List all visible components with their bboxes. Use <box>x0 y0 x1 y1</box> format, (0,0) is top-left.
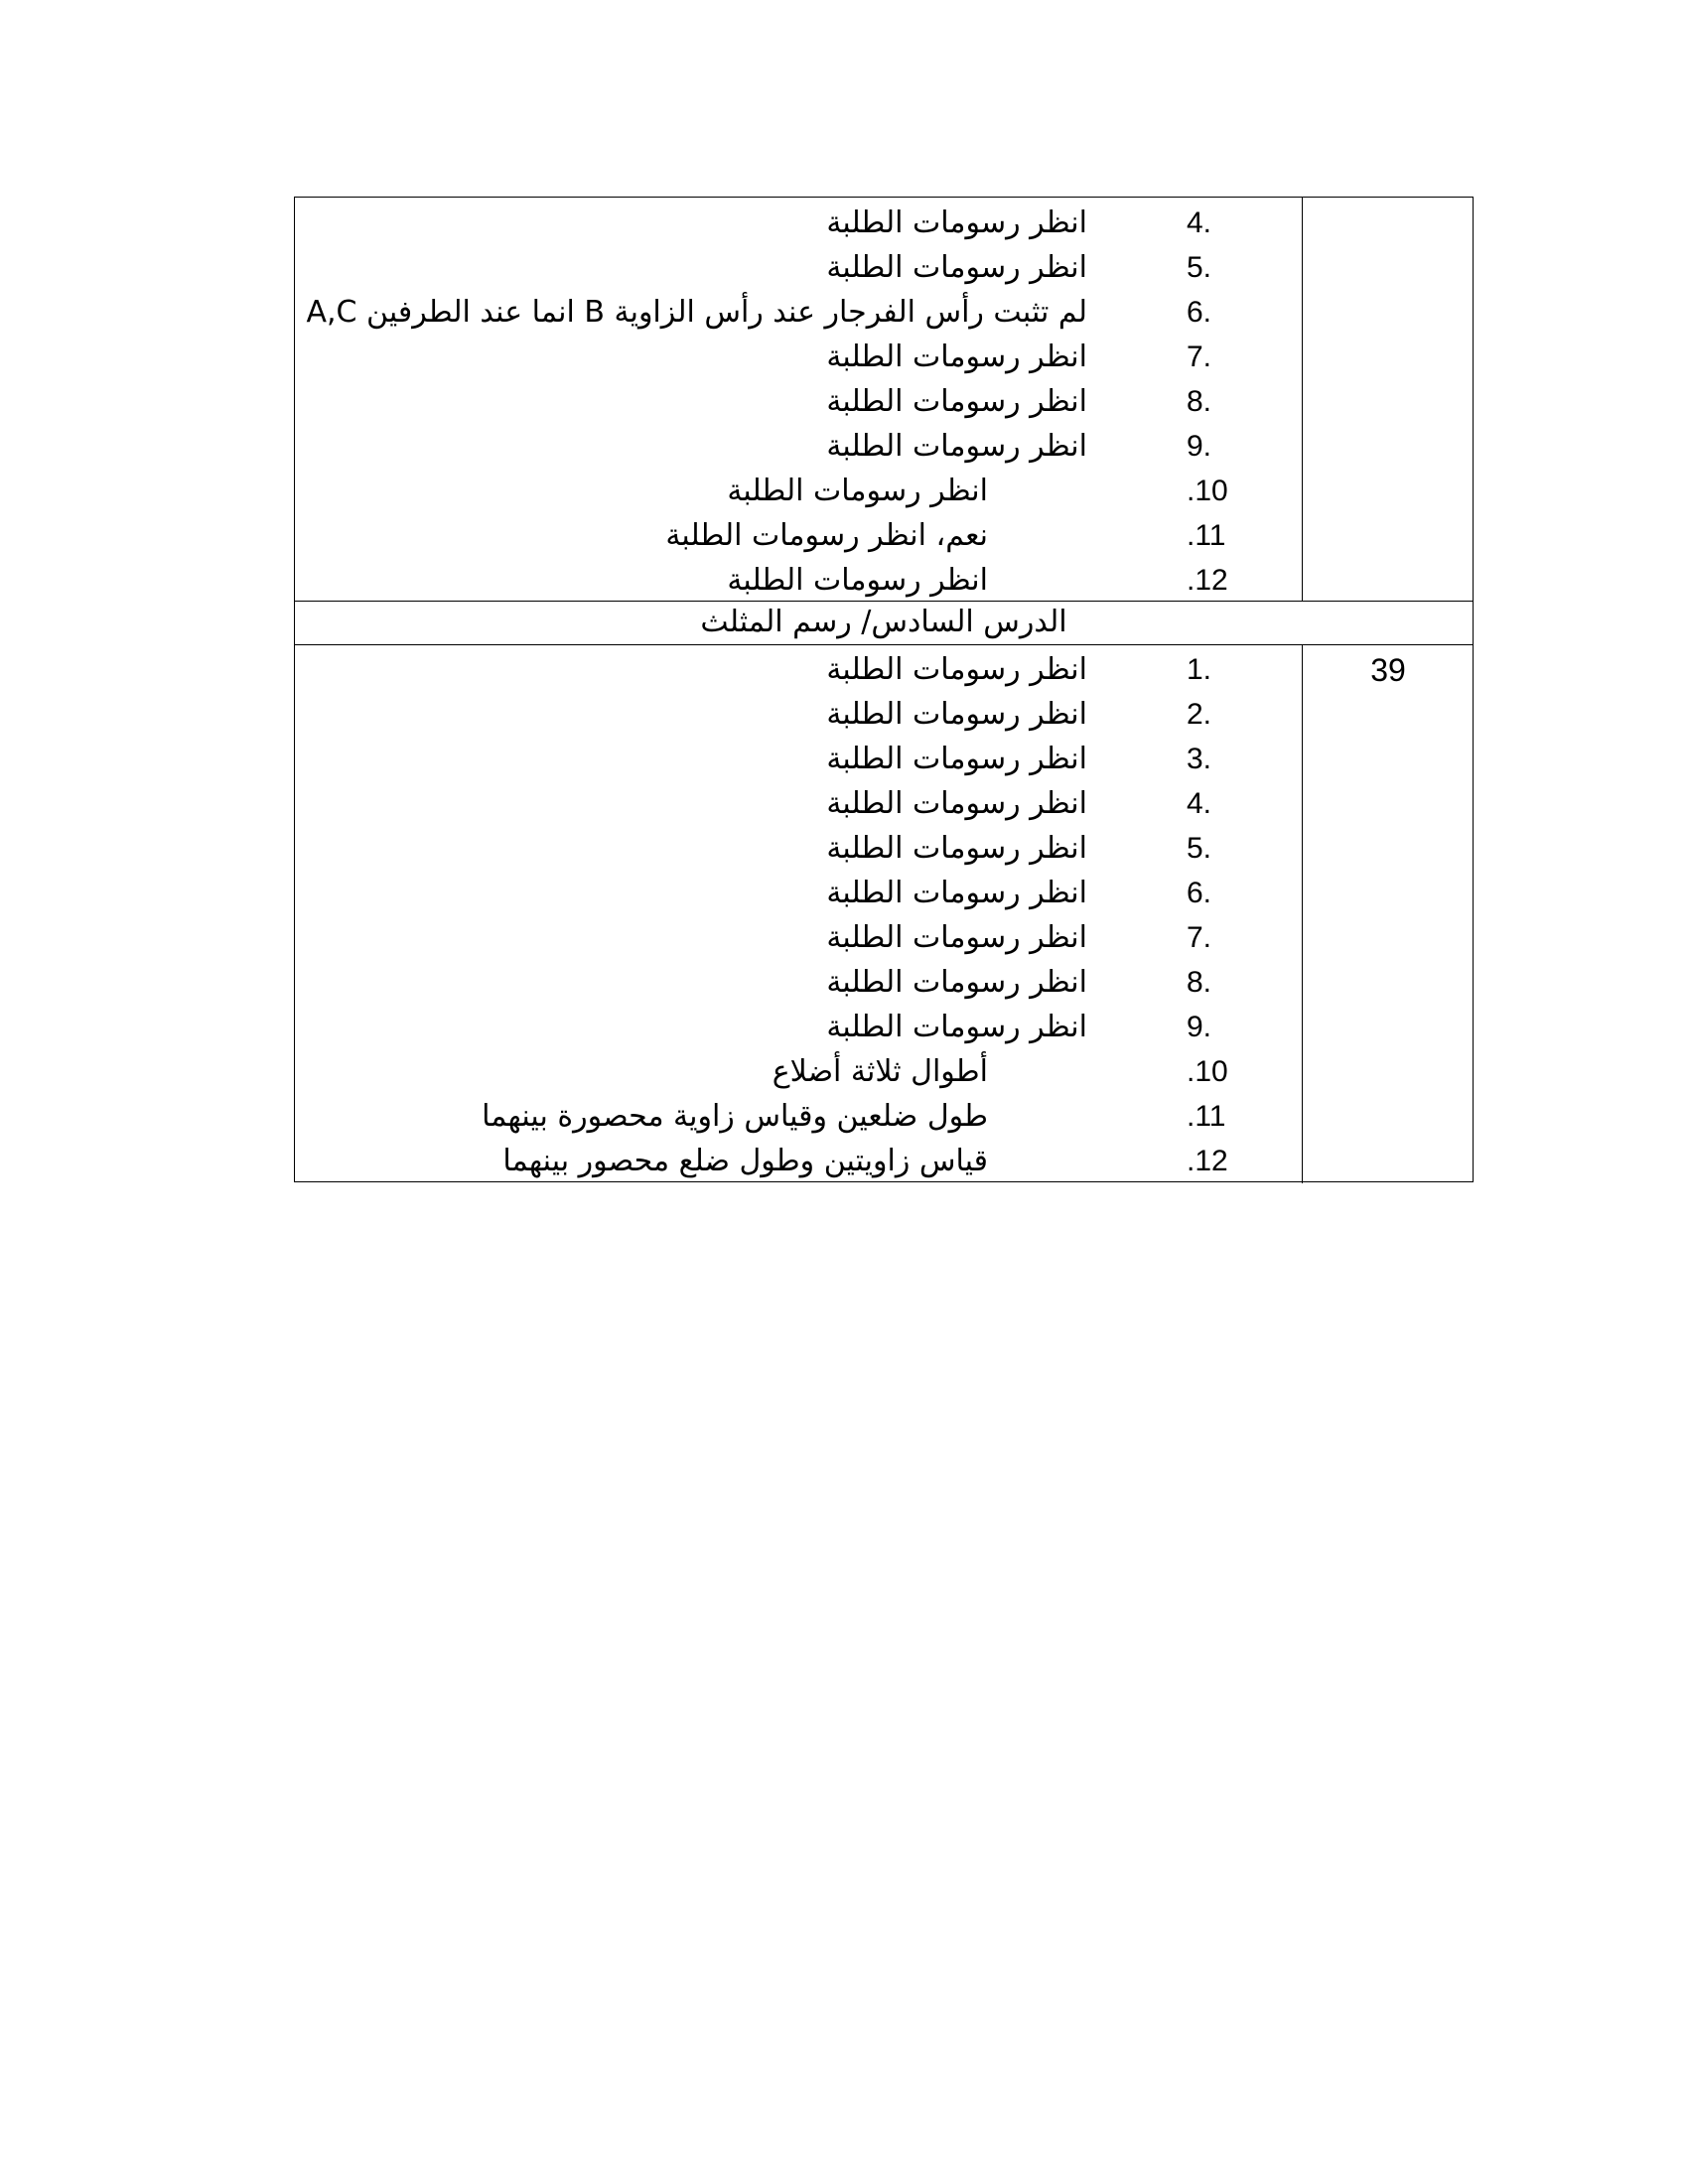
list-item <box>295 202 1302 245</box>
item-number: 2. <box>1187 698 1212 731</box>
item-number: .12 <box>1187 564 1228 597</box>
item-text: انظر رسومات الطلبة <box>826 429 1087 464</box>
item-text: انظر رسومات الطلبة <box>826 205 1087 240</box>
section-title: الدرس السادس/ رسم المثلث <box>700 605 1067 639</box>
item-number: 6. <box>1187 877 1212 909</box>
list-item <box>295 872 1302 915</box>
item-number: 8. <box>1187 966 1212 999</box>
list-item <box>295 470 1302 513</box>
list-item <box>295 1140 1302 1183</box>
item-number: .10 <box>1187 1055 1228 1088</box>
item-text: انظر رسومات الطلبة <box>826 965 1087 1000</box>
item-number: 4. <box>1187 206 1212 239</box>
item-number: 5. <box>1187 832 1212 865</box>
list-item <box>295 648 1302 692</box>
page-number: 39 <box>1370 652 1406 688</box>
item-number: .10 <box>1187 475 1228 507</box>
item-text: انظر رسومات الطلبة <box>826 250 1087 285</box>
list-item <box>295 291 1302 335</box>
item-number: 6. <box>1187 296 1212 329</box>
list-item <box>295 1095 1302 1139</box>
item-number: 7. <box>1187 921 1212 954</box>
item-number: 9. <box>1187 430 1212 463</box>
item-number: 3. <box>1187 743 1212 775</box>
item-text: انظر رسومات الطلبة <box>826 786 1087 821</box>
item-text: طول ضلعين وقياس زاوية محصورة بينهما <box>482 1099 988 1134</box>
item-number: 7. <box>1187 341 1212 373</box>
table-divider <box>295 644 1473 645</box>
item-text: لم تثبت رأس الفرجار عند رأس الزاوية B انما عند الطرفين A,C <box>306 295 1087 330</box>
item-number: 1. <box>1187 653 1212 686</box>
list-item <box>295 425 1302 469</box>
item-text: أطوال ثلاثة أضلاع <box>772 1054 988 1089</box>
column-divider <box>1302 644 1303 1183</box>
column-divider <box>1302 198 1303 601</box>
item-text: انظر رسومات الطلبة <box>826 1010 1087 1044</box>
item-text: انظر رسومات الطلبة <box>826 697 1087 732</box>
item-text: انظر رسومات الطلبة <box>727 474 988 508</box>
list-item <box>295 336 1302 379</box>
item-text: انظر رسومات الطلبة <box>826 876 1087 910</box>
list-item <box>295 827 1302 871</box>
item-text: انظر رسومات الطلبة <box>727 563 988 598</box>
item-number: .12 <box>1187 1145 1228 1177</box>
list-item <box>295 693 1302 737</box>
item-text: انظر رسومات الطلبة <box>826 652 1087 687</box>
item-number: .11 <box>1187 1100 1226 1133</box>
item-text: انظر رسومات الطلبة <box>826 920 1087 955</box>
item-number: .11 <box>1187 519 1226 552</box>
item-text: انظر رسومات الطلبة <box>826 742 1087 776</box>
list-item <box>295 1050 1302 1094</box>
item-text: انظر رسومات الطلبة <box>826 340 1087 374</box>
list-item <box>295 246 1302 290</box>
list-item <box>295 782 1302 826</box>
list-item <box>295 514 1302 558</box>
item-number: 8. <box>1187 385 1212 418</box>
list-item <box>295 961 1302 1005</box>
list-item <box>295 1006 1302 1049</box>
list-item <box>295 559 1302 603</box>
item-text: انظر رسومات الطلبة <box>826 384 1087 419</box>
list-item <box>295 380 1302 424</box>
answer-table <box>294 197 1474 1182</box>
item-number: 5. <box>1187 251 1212 284</box>
list-item <box>295 738 1302 781</box>
item-number: 4. <box>1187 787 1212 820</box>
item-text: انظر رسومات الطلبة <box>826 831 1087 866</box>
item-text: قياس زاويتين وطول ضلع محصور بينهما <box>502 1144 988 1178</box>
item-text: نعم، انظر رسومات الطلبة <box>665 518 988 553</box>
list-item <box>295 916 1302 960</box>
item-number: 9. <box>1187 1011 1212 1043</box>
